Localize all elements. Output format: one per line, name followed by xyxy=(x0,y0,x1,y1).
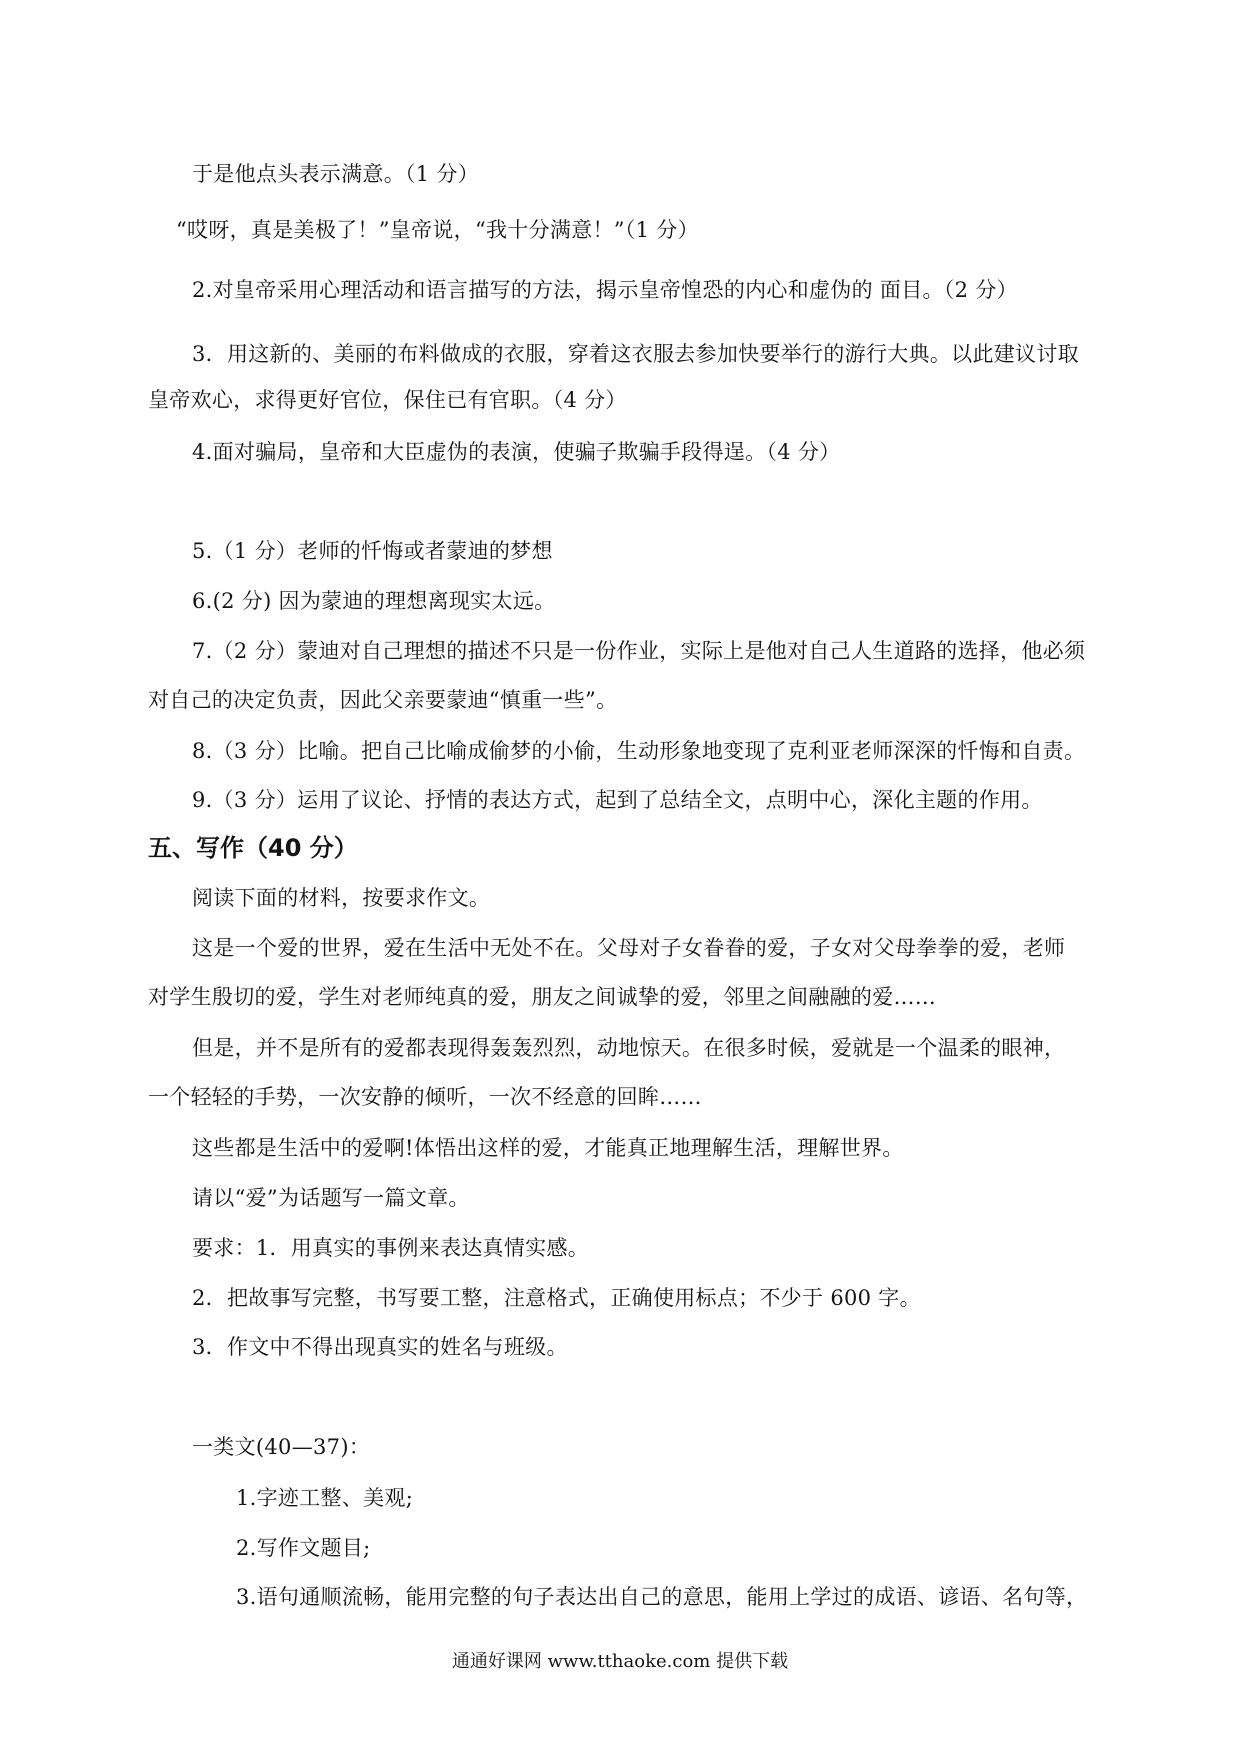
prompt-line: 阅读下面的材料，按要求作文。 xyxy=(192,886,491,910)
answer-line: 8.（3 分）比喻。把自己比喻成偷梦的小偷，生动形象地变现了克利亚老师深深的忏悔和自责。 xyxy=(192,739,1086,763)
grading-item: 2.写作文题目; xyxy=(236,1536,371,1560)
prompt-line: 但是，并不是所有的爱都表现得轰轰烈烈，动地惊天。在很多时候，爱就是一个温柔的眼神， xyxy=(192,1036,1066,1060)
page-footer: 通通好课网 www.tthaoke.com 提供下载 xyxy=(451,1651,789,1672)
answer-line: 于是他点头表示满意。（1 分） xyxy=(192,162,480,186)
prompt-line: 这些都是生活中的爱啊!体悟出这样的爱，才能真正地理解生活，理解世界。 xyxy=(192,1136,904,1160)
grading-item: 3.语句通顺流畅，能用完整的句子表达出自己的意思，能用上学过的成语、谚语、名句等， xyxy=(236,1585,1088,1609)
answer-line: 对自己的决定负责，因此父亲要蒙迪“慎重一些”。 xyxy=(148,688,618,712)
prompt-line: 请以“爱”为话题写一篇文章。 xyxy=(192,1186,470,1210)
answer-line: 2.对皇帝采用心理活动和语言描写的方法，揭示皇帝惶恐的内心和虚伪的 面目。（2 分） xyxy=(192,278,1018,302)
grading-item: 1.字迹工整、美观; xyxy=(236,1486,414,1510)
answer-line: “哎呀，真是美极了！”皇帝说，“我十分满意！”（1 分） xyxy=(176,218,699,242)
answer-line: 6.(2 分) 因为蒙迪的理想离现实太远。 xyxy=(192,589,556,613)
section-heading: 五、写作（40 分） xyxy=(148,834,358,862)
prompt-line: 一个轻轻的手势，一次安静的倾听，一次不经意的回眸…… xyxy=(148,1085,702,1109)
requirement-line: 3．作文中不得出现真实的姓名与班级。 xyxy=(192,1335,568,1359)
answer-line: 3．用这新的、美丽的布料做成的衣服，穿着这衣服去参加快要举行的游行大典。以此建议讨取 xyxy=(192,342,1079,366)
answer-line: 5.（1 分）老师的忏悔或者蒙迪的梦想 xyxy=(192,539,553,563)
prompt-line: 这是一个爱的世界，爱在生活中无处不在。父母对子女眷眷的爱，子女对父母拳拳的爱，老师 xyxy=(192,936,1066,960)
answer-line: 皇帝欢心，求得更好官位，保住已有官职。（4 分） xyxy=(148,388,627,412)
requirement-line: 要求：1．用真实的事例来表达真情实感。 xyxy=(192,1236,590,1260)
answer-line: 9.（3 分）运用了议论、抒情的表达方式，起到了总结全文，点明中心，深化主题的作用。 xyxy=(192,788,1043,812)
grading-title: 一类文(40—37)： xyxy=(192,1435,371,1459)
answer-line: 4.面对骗局，皇帝和大臣虚伪的表演，使骗子欺骗手段得逞。（4 分） xyxy=(192,440,841,464)
requirement-line: 2．把故事写完整，书写要工整，注意格式，正确使用标点；不少于 600 字。 xyxy=(192,1286,921,1310)
answer-line: 7.（2 分）蒙迪对自己理想的描述不只是一份作业，实际上是他对自己人生道路的选择，他必须 xyxy=(192,639,1086,663)
prompt-line: 对学生殷切的爱，学生对老师纯真的爱，朋友之间诚挚的爱，邻里之间融融的爱…… xyxy=(148,985,937,1009)
